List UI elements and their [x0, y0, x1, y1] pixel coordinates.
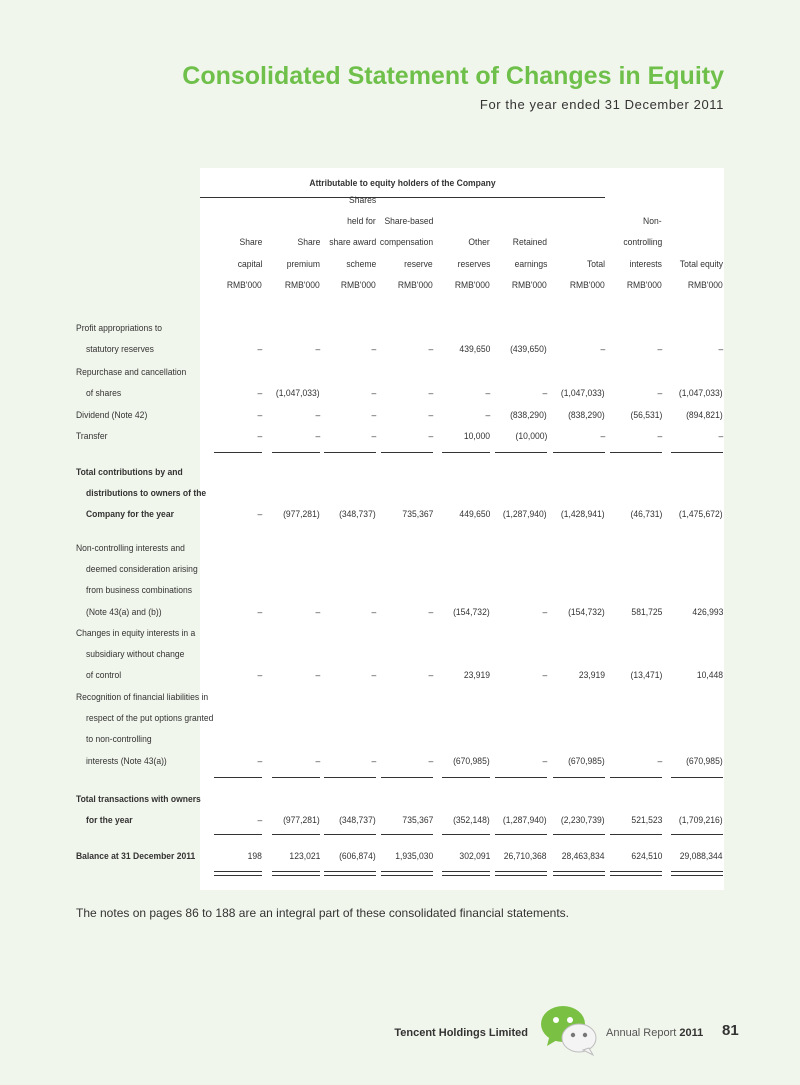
table-cell: –: [485, 410, 490, 421]
column-total-rule: [553, 871, 605, 872]
table-cell: –: [542, 388, 547, 400]
row-label: Total transactions with owners: [76, 794, 201, 805]
table-cell: 198: [247, 851, 262, 862]
column-total-rule: [214, 875, 262, 876]
column-subtotal-rule: [610, 834, 662, 835]
column-header: controlling: [623, 237, 662, 249]
table-cell: –: [542, 755, 547, 767]
table-cell: 10,000: [463, 431, 490, 442]
column-header: RMB'000: [341, 279, 376, 291]
column-subtotal-rule: [214, 834, 262, 835]
table-cell: –: [657, 755, 662, 767]
table-cell: (1,287,940): [503, 815, 547, 827]
footer-report: [606, 1027, 703, 1039]
row-label: interests (Note 43(a)): [86, 755, 167, 767]
wechat-logo-icon: [537, 1002, 599, 1058]
table-cell: (154,732): [568, 606, 605, 618]
table-cell: (439,650): [510, 344, 547, 356]
table-cell: –: [257, 755, 262, 767]
column-total-rule: [324, 875, 376, 876]
table-cell: –: [428, 606, 433, 618]
row-label: Repurchase and cancellation: [76, 367, 187, 378]
column-header: Retained: [512, 237, 547, 249]
table-cell: (977,281): [283, 815, 320, 827]
column-header: RMB'000: [512, 279, 547, 291]
footer-report-year: 2011: [679, 1027, 704, 1039]
row-label: from business combinations: [86, 585, 192, 597]
column-total-rule: [381, 871, 433, 872]
table-cell: –: [428, 755, 433, 767]
table-cell: (348,737): [339, 509, 376, 521]
column-header: Total: [586, 258, 605, 270]
table-cell: (10,000): [515, 431, 547, 442]
table-cell: (46,731): [630, 509, 662, 521]
row-label: deemed consideration arising: [86, 564, 198, 576]
column-subtotal-rule: [272, 452, 320, 453]
table-cell: 521,523: [631, 815, 662, 827]
table-cell: –: [257, 670, 262, 682]
column-subtotal-rule: [671, 452, 723, 453]
column-subtotal-rule: [495, 452, 547, 453]
table-cell: 449,650: [459, 509, 490, 521]
table-cell: 23,919: [578, 670, 605, 682]
column-total-rule: [214, 871, 262, 872]
table-cell: –: [428, 344, 433, 356]
table-cell: (894,821): [686, 410, 723, 421]
table-cell: –: [371, 606, 376, 618]
table-cell: (352,148): [453, 815, 490, 827]
table-cell: 29,088,344: [680, 851, 723, 862]
table-cell: (348,737): [339, 815, 376, 827]
column-subtotal-rule: [671, 777, 723, 778]
table-cell: 735,367: [402, 509, 433, 521]
column-subtotal-rule: [214, 777, 262, 778]
table-cell: –: [371, 344, 376, 356]
table-cell: –: [485, 388, 490, 400]
row-label: to non-controlling: [86, 734, 152, 746]
table-cell: (670,985): [686, 755, 723, 767]
column-subtotal-rule: [553, 452, 605, 453]
column-header: Share-based: [384, 216, 433, 228]
row-label: for the year: [86, 815, 133, 827]
column-header: RMB'000: [285, 279, 320, 291]
column-total-rule: [495, 871, 547, 872]
table-cell: –: [371, 431, 376, 442]
table-cell: (670,985): [453, 755, 490, 767]
row-label: Transfer: [76, 431, 108, 442]
table-cell: –: [315, 755, 320, 767]
table-cell: –: [257, 509, 262, 521]
row-label: distributions to owners of the: [86, 488, 207, 500]
table-cell: (56,531): [630, 410, 662, 421]
table-cell: –: [315, 606, 320, 618]
column-subtotal-rule: [381, 452, 433, 453]
column-total-rule: [272, 871, 320, 872]
column-subtotal-rule: [495, 777, 547, 778]
table-cell: 624,510: [631, 851, 662, 862]
column-subtotal-rule: [324, 834, 376, 835]
table-cell: –: [315, 431, 320, 442]
row-label: Non-controlling interests and: [76, 543, 185, 554]
table-cell: –: [657, 431, 662, 442]
table-cell: 28,463,834: [562, 851, 605, 862]
table-cell: –: [428, 431, 433, 442]
table-cell: 23,919: [463, 670, 490, 682]
footnote: The notes on pages 86 to 188 are an integral part of these consolidated financial statements.: [76, 906, 569, 920]
column-header: earnings: [514, 258, 547, 270]
table-cell: –: [428, 410, 433, 421]
row-label: of shares: [86, 388, 122, 400]
column-header: RMB'000: [570, 279, 605, 291]
table-cell: –: [542, 670, 547, 682]
column-header: Share: [239, 237, 262, 249]
row-label: Profit appropriations to: [76, 323, 163, 334]
table-cell: (977,281): [283, 509, 320, 521]
table-cell: (13,471): [630, 670, 662, 682]
table-cell: –: [657, 388, 662, 400]
table-cell: –: [428, 388, 433, 400]
row-label: Recognition of financial liabilities in: [76, 692, 209, 703]
row-label: of control: [86, 670, 122, 682]
column-header: interests: [629, 258, 662, 270]
column-subtotal-rule: [671, 834, 723, 835]
table-cell: (838,290): [510, 410, 547, 421]
column-subtotal-rule: [610, 452, 662, 453]
table-cell: –: [257, 431, 262, 442]
column-header: RMB'000: [627, 279, 662, 291]
column-header: Share: [297, 237, 320, 249]
span-heading: Attributable to equity holders of the Company: [309, 178, 496, 189]
column-subtotal-rule: [324, 452, 376, 453]
table-cell: –: [428, 670, 433, 682]
column-header: premium: [286, 258, 320, 270]
column-subtotal-rule: [324, 777, 376, 778]
row-label: statutory reserves: [86, 344, 154, 356]
column-header: RMB'000: [227, 279, 262, 291]
table-cell: (670,985): [568, 755, 605, 767]
table-cell: –: [371, 388, 376, 400]
column-total-rule: [442, 875, 490, 876]
table-cell: –: [657, 344, 662, 356]
column-subtotal-rule: [495, 834, 547, 835]
column-header: held for: [347, 216, 376, 228]
column-header: reserve: [404, 258, 433, 270]
table-cell: 426,993: [692, 606, 723, 618]
table-cell: 439,650: [459, 344, 490, 356]
column-header: Non-: [643, 216, 662, 228]
table-cell: 581,725: [631, 606, 662, 618]
column-header: Total equity: [679, 258, 723, 270]
footer-company: Tencent Holdings Limited: [394, 1027, 528, 1039]
column-subtotal-rule: [272, 834, 320, 835]
column-header: Shares: [348, 195, 376, 206]
column-subtotal-rule: [553, 777, 605, 778]
column-subtotal-rule: [272, 777, 320, 778]
table-cell: –: [371, 410, 376, 421]
column-subtotal-rule: [442, 452, 490, 453]
row-label: Balance at 31 December 2011: [76, 851, 196, 862]
column-subtotal-rule: [610, 777, 662, 778]
column-header: reserves: [457, 258, 490, 270]
column-total-rule: [495, 875, 547, 876]
footer-report-prefix: Annual Report: [606, 1027, 677, 1039]
table-cell: 10,448: [696, 670, 723, 682]
table-cell: –: [257, 410, 262, 421]
table-cell: (1,428,941): [561, 509, 605, 521]
table-cell: –: [600, 344, 605, 356]
column-total-rule: [553, 875, 605, 876]
page-title: Consolidated Statement of Changes in Equity: [182, 62, 724, 90]
row-label: subsidiary without change: [86, 649, 185, 661]
column-header: share award: [328, 237, 376, 249]
page-number: 81: [722, 1022, 739, 1039]
row-label: Changes in equity interests in a: [76, 628, 196, 639]
column-header: RMB'000: [398, 279, 433, 291]
column-total-rule: [381, 875, 433, 876]
column-subtotal-rule: [381, 777, 433, 778]
column-total-rule: [610, 871, 662, 872]
table-cell: –: [315, 670, 320, 682]
table-cell: –: [257, 606, 262, 618]
page-subtitle: For the year ended 31 December 2011: [479, 97, 724, 112]
row-label: Company for the year: [86, 509, 174, 521]
column-subtotal-rule: [553, 834, 605, 835]
table-cell: –: [542, 606, 547, 618]
table-cell: 735,367: [402, 815, 433, 827]
table-cell: –: [371, 670, 376, 682]
row-label: Total contributions by and: [76, 467, 183, 478]
table-cell: (1,047,033): [561, 388, 605, 400]
column-subtotal-rule: [442, 834, 490, 835]
table-cell: –: [718, 431, 723, 442]
column-subtotal-rule: [381, 834, 433, 835]
table-cell: (1,047,033): [276, 388, 320, 400]
table-cell: –: [371, 755, 376, 767]
column-header: RMB'000: [455, 279, 490, 291]
column-total-rule: [671, 875, 723, 876]
span-heading-rule: [200, 197, 605, 198]
column-total-rule: [324, 871, 376, 872]
table-cell: (1,047,033): [679, 388, 723, 400]
table-cell: –: [718, 344, 723, 356]
table-cell: 123,021: [289, 851, 320, 862]
table-cell: (2,230,739): [561, 815, 605, 827]
table-cell: 1,935,030: [394, 851, 433, 862]
table-cell: (1,287,940): [503, 509, 547, 521]
column-total-rule: [272, 875, 320, 876]
table-cell: –: [257, 815, 262, 827]
table-cell: –: [257, 388, 262, 400]
table-cell: (1,475,672): [679, 509, 723, 521]
column-header: Other: [468, 237, 490, 249]
table-cell: –: [315, 410, 320, 421]
column-header: scheme: [346, 258, 376, 270]
table-cell: (1,709,216): [679, 815, 723, 827]
column-header: RMB'000: [688, 279, 723, 291]
table-cell: –: [257, 344, 262, 356]
table-cell: 302,091: [459, 851, 490, 862]
row-label: (Note 43(a) and (b)): [86, 606, 162, 618]
table-cell: 26,710,368: [504, 851, 547, 862]
row-label: respect of the put options granted: [86, 713, 214, 725]
column-header: compensation: [379, 237, 433, 249]
column-subtotal-rule: [442, 777, 490, 778]
table-cell: (154,732): [453, 606, 490, 618]
column-subtotal-rule: [214, 452, 262, 453]
column-total-rule: [442, 871, 490, 872]
column-header: capital: [237, 258, 262, 270]
row-label: Dividend (Note 42): [76, 410, 148, 421]
table-cell: –: [315, 344, 320, 356]
column-total-rule: [671, 871, 723, 872]
table-cell: (838,290): [568, 410, 605, 421]
table-cell: (606,874): [339, 851, 376, 862]
column-total-rule: [610, 875, 662, 876]
table-cell: –: [600, 431, 605, 442]
